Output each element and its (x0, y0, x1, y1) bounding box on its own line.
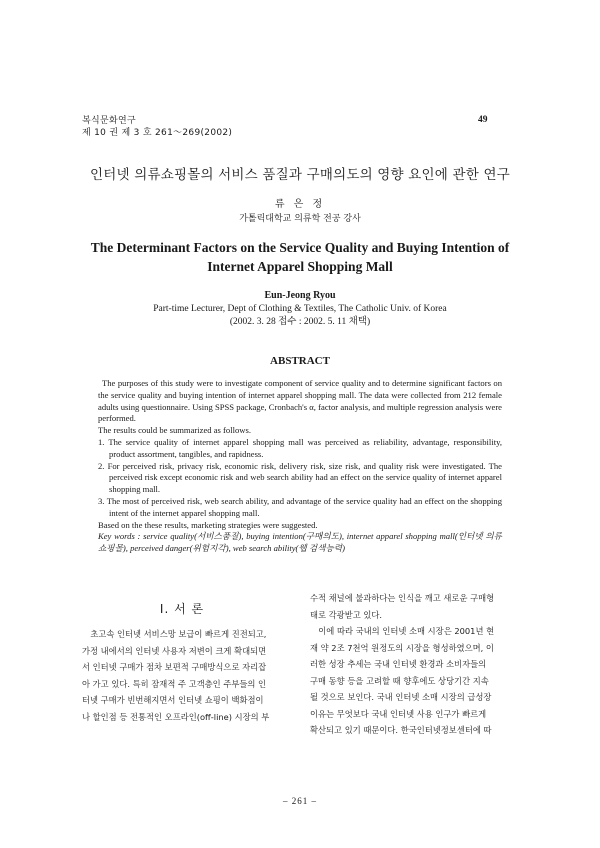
body-right-column (310, 590, 516, 739)
body-line: 확산되고 있기 때문이다. 한국인터넷정보센터에 따 (310, 725, 492, 735)
abstract-keywords: Key words : service quality(서비스품질), buying intention(구매의도), internet apparel shopping mall(인터넷 의류 쇼핑몰), perceived danger(위험지각), web search ability(웹 검색능력) (98, 531, 502, 554)
english-title-line1: The Determinant Factors on the Service Quality and Buying Intention of (90, 240, 510, 255)
submission-dates: (2002. 3. 28 접수 : 2002. 5. 11 채택) (229, 317, 371, 327)
body-line: 아 가고 있다. 특히 잠재적 주 고객층인 주부들의 인 (82, 678, 267, 689)
abstract-closing: Based on the these results, marketing strategies were suggested. (98, 519, 318, 530)
body-line: 러한 성장 추세는 국내 인터넷 환경과 소비자들의 (310, 659, 487, 669)
english-affiliation: Part-time Lecturer, Dept of Clothing & Textiles, The Catholic Univ. of Korea (153, 304, 447, 314)
page-number: 49 (478, 115, 488, 125)
abstract-result-item: 1. The service quality of internet apparel shopping mall was perceived as reliability, advantage, responsibility, product assortment, tangibles, and rapidness. (98, 436, 502, 459)
body-line: 구매 동향 등을 고려할 때 향후에도 상당기간 지속 (310, 675, 489, 686)
korean-title: 인터넷 의류쇼핑몰의 서비스 품질과 구매의도의 영향 요인에 관한 연구 (90, 167, 510, 183)
abstract-summary-intro: The results could be summarized as follows. (98, 425, 251, 436)
page-footer: – 261 – (283, 796, 317, 806)
english-affiliation-block (0, 303, 600, 329)
body-line: 재 약 2조 7천억 원정도의 시장을 형성하였으며, 이 (310, 642, 494, 653)
korean-affiliation: 가톨릭대학교 의류학 전공 강사 (239, 214, 361, 224)
english-title (0, 238, 600, 276)
english-author: Eun-Jeong Ryou (264, 290, 336, 301)
body-line: 초고속 인터넷 서비스망 보급이 빠르게 진전되고, (82, 629, 267, 639)
body-line: 터넷 구매가 빈번해지면서 인터넷 쇼핑이 백화점이 (82, 695, 264, 705)
abstract-result-item: 3. The most of perceived risk, web search ability, and advantage of the service quality had an effect on the shopping intent of the internet apparel shopping mall. (98, 495, 502, 518)
body-line: 서 인터넷 구매가 점차 보편적 구매방식으로 자리잡 (82, 662, 267, 672)
body-line: 수적 채널에 불과하다는 인식을 깨고 새로운 구매형 (310, 593, 495, 603)
english-title-line2: Internet Apparel Shopping Mall (207, 259, 393, 274)
korean-author: 류 은 정 (274, 199, 326, 210)
journal-volume-info: 제 10 권 제 3 호 261～269(2002) (82, 128, 233, 138)
body-left-column (82, 626, 290, 725)
section-heading: Ⅰ. 서 론 (159, 602, 205, 616)
abstract-paragraph: The purposes of this study were to investigate component of service quality and to determine significant factors on the service quality and buying intention of internet apparel shopping mall. The data were collected from 212 female adults using questionnaire. Using SPSS package, Cronbach's α, factor analysis, and multiple regression analysis were performed. (98, 378, 502, 424)
journal-header (82, 115, 232, 139)
abstract-result-item: 2. For perceived risk, privacy risk, economic risk, delivery risk, size risk, and quality risk were investigated. The perceived risk except economic risk and web search ability had an effect on the service quality of internet apparel shopping mall. (98, 460, 502, 495)
abstract-body (98, 378, 502, 555)
body-line: 이유는 무엇보다 국내 인터넷 사용 인구가 빠르게 (310, 708, 487, 719)
abstract-heading: ABSTRACT (270, 355, 330, 367)
journal-name: 복식문화연구 (82, 116, 136, 126)
body-line: 가정 내에서의 인터넷 사용자 저변이 크게 확대되면 (82, 645, 267, 656)
body-line: 나 할인점 등 전통적인 오프라인(off-line) 시장의 부 (82, 711, 270, 722)
body-line: 태로 각광받고 있다. (310, 609, 383, 620)
body-line: 될 것으로 보인다. 국내 인터넷 소매 시장의 급성장 (310, 692, 492, 702)
body-line: 이에 따라 국내의 인터넷 소매 시장은 2001년 현 (310, 626, 495, 636)
